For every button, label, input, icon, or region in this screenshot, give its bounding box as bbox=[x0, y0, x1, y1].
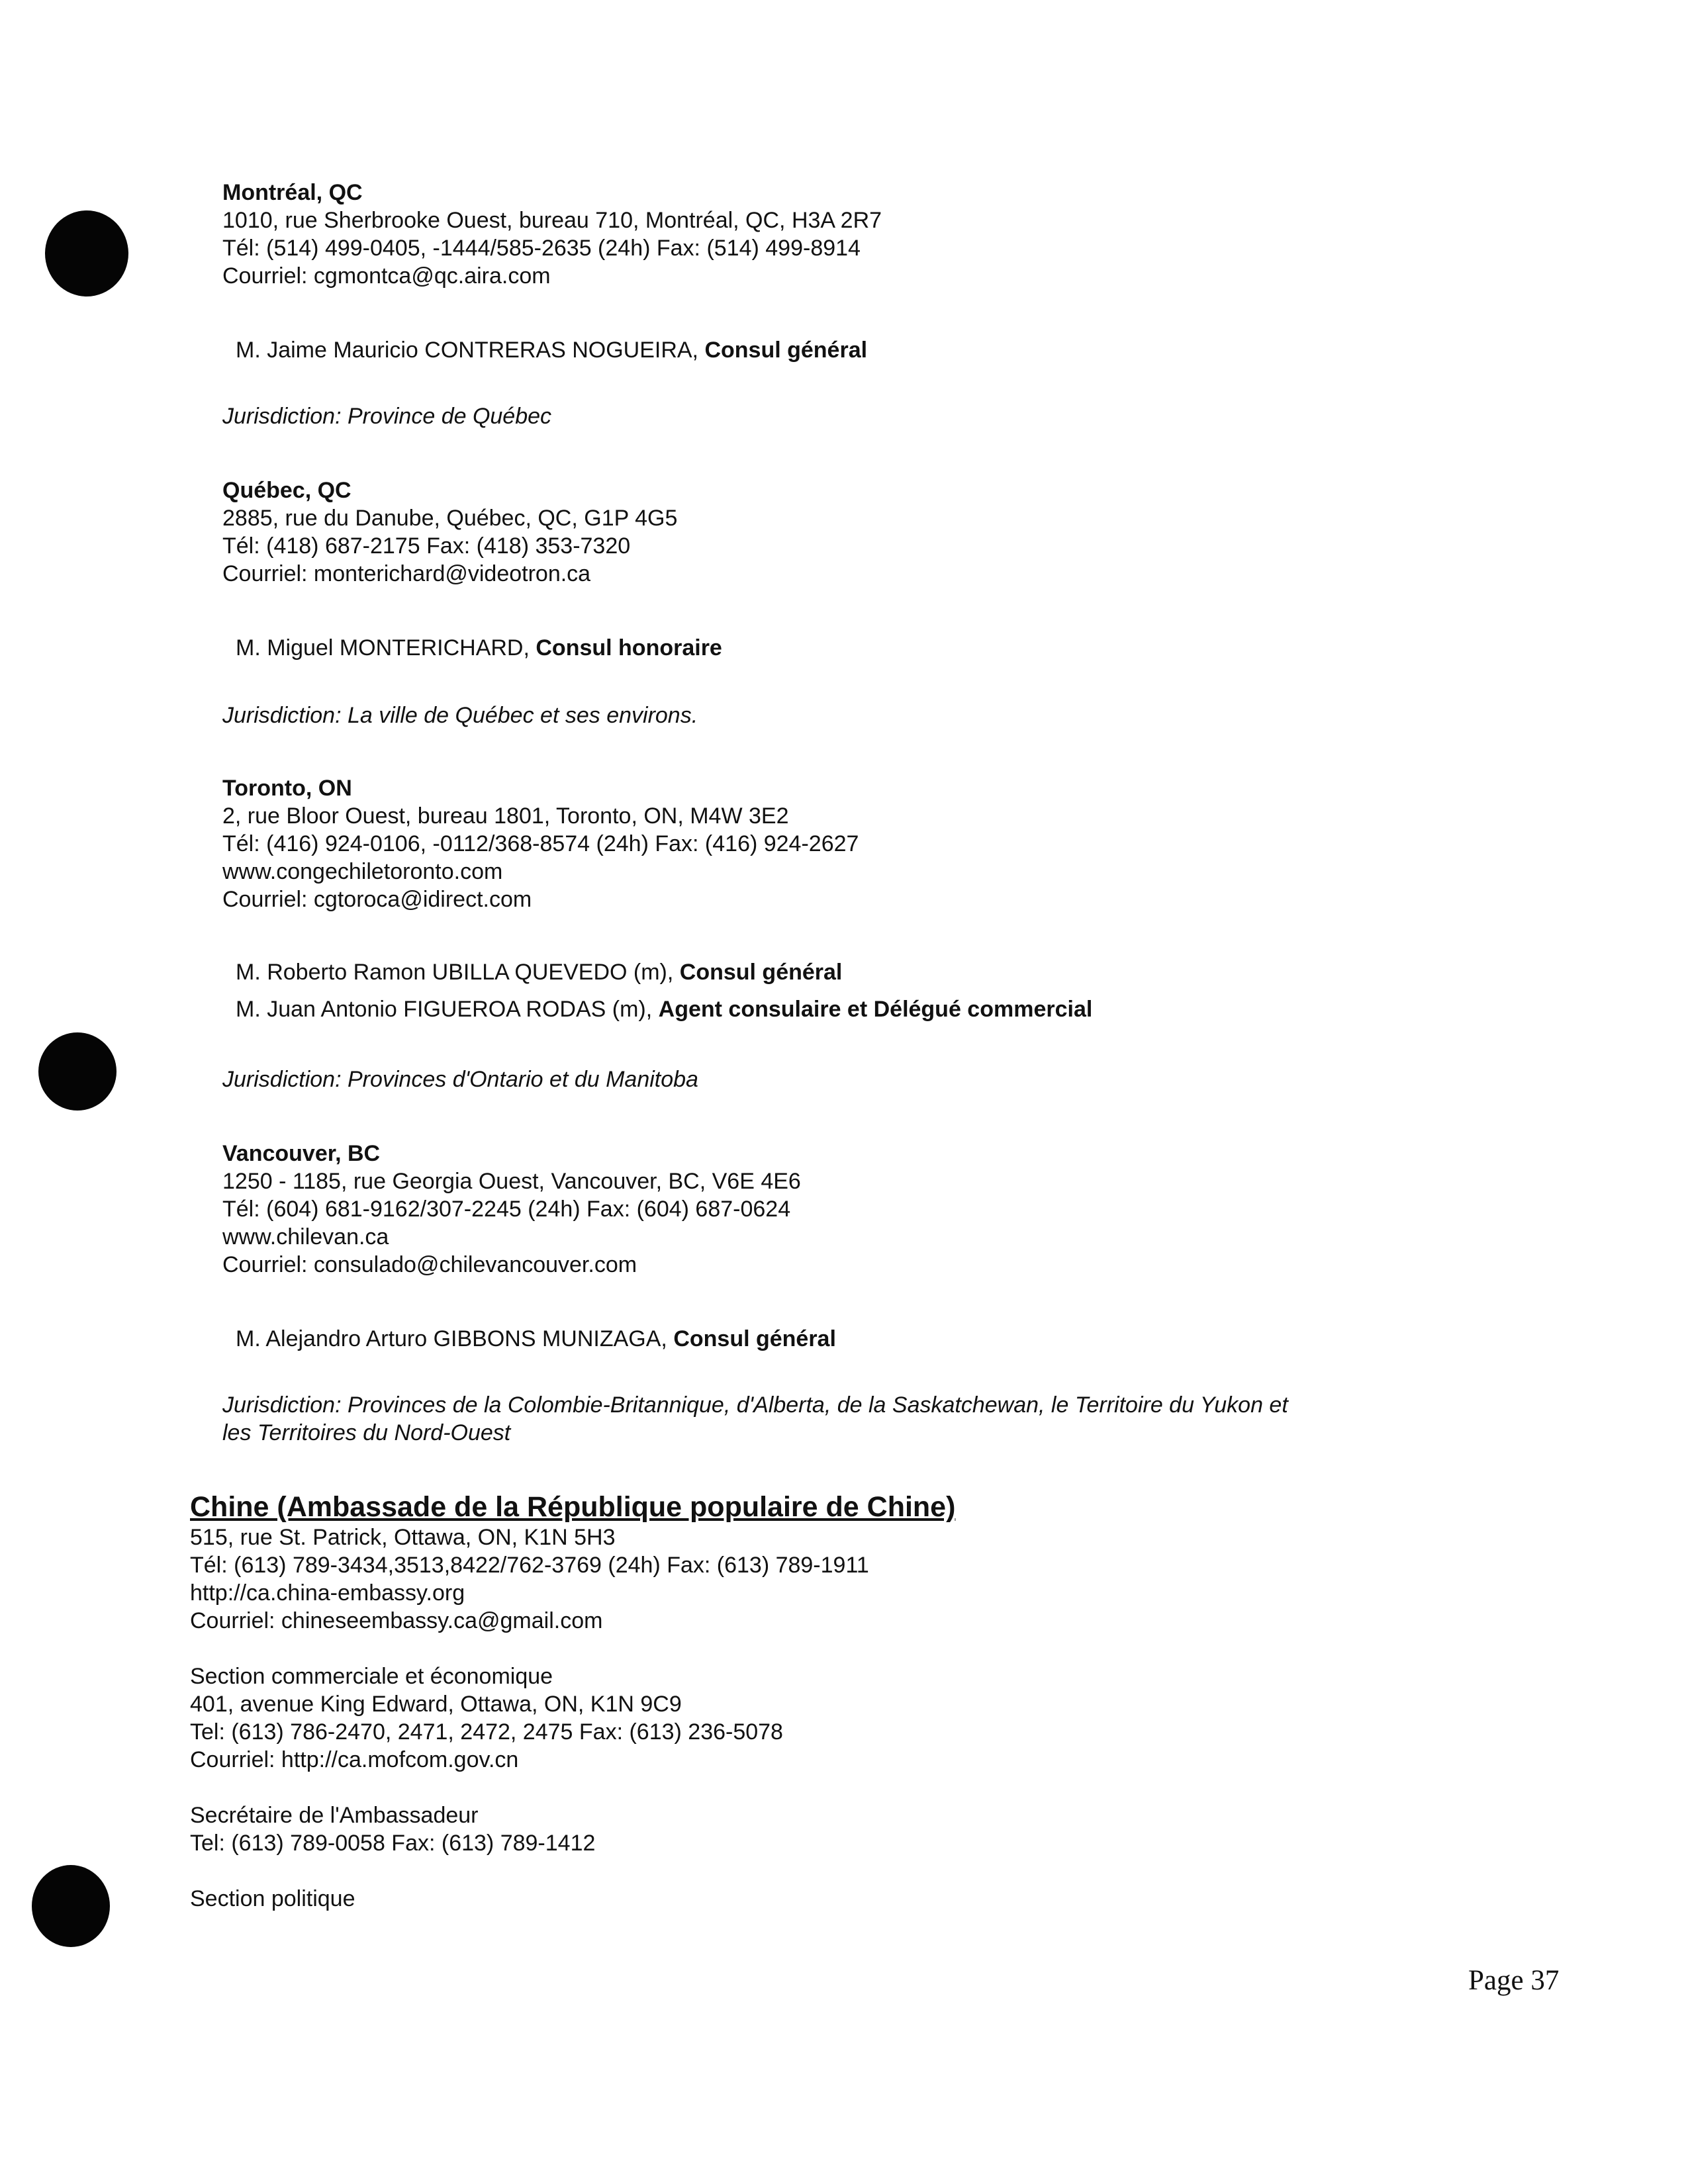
country-heading: Chine (Ambassade de la République populaire de Chine) bbox=[190, 1491, 956, 1523]
email: Courriel: consulado@chilevancouver.com bbox=[222, 1252, 637, 1277]
punch-hole-top bbox=[45, 210, 128, 296]
jurisdiction bbox=[222, 1391, 1288, 1419]
city-heading: Québec, QC bbox=[222, 478, 352, 503]
official-name: M. Juan Antonio FIGUEROA RODAS (m), bbox=[236, 997, 659, 1022]
official-name: M. Jaime Mauricio CONTRERAS NOGUEIRA, bbox=[236, 338, 705, 363]
official-title: Agent consulaire et Délégué commercial bbox=[658, 997, 1093, 1022]
official-title: Consul général bbox=[673, 1326, 836, 1351]
email: Courriel: cgtoroca@idirect.com bbox=[222, 887, 532, 912]
phone: Tél: (604) 681-9162/307-2245 (24h) Fax: (604) 687-0624 bbox=[222, 1197, 791, 1222]
website: http://ca.china-embassy.org bbox=[190, 1580, 465, 1606]
jurisdiction-label: Jurisdiction: bbox=[222, 404, 342, 429]
email: Courriel: cgmontca@qc.aira.com bbox=[222, 263, 551, 289]
city-heading: Toronto, ON bbox=[222, 776, 352, 801]
page-number: Page 37 bbox=[1468, 1965, 1560, 1996]
city-heading: Montréal, QC bbox=[222, 180, 363, 205]
jurisdiction-label: Jurisdiction: bbox=[222, 703, 342, 728]
official-title: Consul général bbox=[679, 960, 843, 985]
punch-hole-bottom bbox=[32, 1865, 110, 1947]
official-title: Consul honoraire bbox=[536, 635, 722, 660]
city-heading: Vancouver, BC bbox=[222, 1141, 381, 1166]
jurisdiction-text: Provinces de la Colombie-Britannique, d'Alberta, de la Saskatchewan, le Territoire du Yukon et bbox=[341, 1392, 1288, 1418]
commercial-email: Courriel: http://ca.mofcom.gov.cn bbox=[190, 1747, 519, 1772]
phone: Tél: (418) 687-2175 Fax: (418) 353-7320 bbox=[222, 533, 631, 559]
official-line bbox=[236, 634, 722, 662]
phone: Tél: (416) 924-0106, -0112/368-8574 (24h) Fax: (416) 924-2627 bbox=[222, 831, 859, 856]
punch-hole-middle bbox=[38, 1032, 117, 1111]
official-name: M. Roberto Ramon UBILLA QUEVEDO (m), bbox=[236, 960, 680, 985]
phone: Tél: (613) 789-3434,3513,8422/762-3769 (24h) Fax: (613) 789-1911 bbox=[190, 1553, 869, 1578]
secretary-title: Secrétaire de l'Ambassadeur bbox=[190, 1803, 479, 1828]
official-line bbox=[236, 1325, 836, 1353]
address: 2, rue Bloor Ouest, bureau 1801, Toronto, ON, M4W 3E2 bbox=[222, 803, 789, 829]
address: 2885, rue du Danube, Québec, QC, G1P 4G5 bbox=[222, 506, 678, 531]
political-section-title: Section politique bbox=[190, 1886, 355, 1911]
official-line bbox=[236, 336, 867, 364]
commercial-address: 401, avenue King Edward, Ottawa, ON, K1N 9C9 bbox=[190, 1692, 682, 1717]
website: www.congechiletoronto.com bbox=[222, 859, 503, 884]
email: Courriel: monterichard@videotron.ca bbox=[222, 561, 591, 586]
jurisdiction-text: Province de Québec bbox=[341, 404, 552, 429]
official-name: M. Miguel MONTERICHARD, bbox=[236, 635, 536, 660]
official-line bbox=[236, 958, 842, 986]
email: Courriel: chineseembassy.ca@gmail.com bbox=[190, 1608, 603, 1633]
jurisdiction-text: La ville de Québec et ses environs. bbox=[341, 703, 698, 728]
jurisdiction-label: Jurisdiction: bbox=[222, 1392, 342, 1418]
secretary-phone: Tel: (613) 789-0058 Fax: (613) 789-1412 bbox=[190, 1831, 596, 1856]
official-line bbox=[236, 995, 1092, 1023]
commercial-section-title: Section commerciale et économique bbox=[190, 1664, 553, 1689]
jurisdiction-continued: les Territoires du Nord-Ouest bbox=[222, 1420, 511, 1445]
address: 515, rue St. Patrick, Ottawa, ON, K1N 5H3 bbox=[190, 1525, 616, 1550]
jurisdiction-text: Provinces d'Ontario et du Manitoba bbox=[341, 1067, 698, 1092]
official-name: M. Alejandro Arturo GIBBONS MUNIZAGA, bbox=[236, 1326, 674, 1351]
address: 1010, rue Sherbrooke Ouest, bureau 710, Montréal, QC, H3A 2R7 bbox=[222, 208, 882, 233]
jurisdiction-label: Jurisdiction: bbox=[222, 1067, 342, 1092]
commercial-phone: Tel: (613) 786-2470, 2471, 2472, 2475 Fax: (613) 236-5078 bbox=[190, 1719, 783, 1745]
jurisdiction bbox=[222, 702, 698, 729]
website: www.chilevan.ca bbox=[222, 1224, 389, 1250]
address: 1250 - 1185, rue Georgia Ouest, Vancouver, BC, V6E 4E6 bbox=[222, 1169, 801, 1194]
official-title: Consul général bbox=[704, 338, 868, 363]
phone: Tél: (514) 499-0405, -1444/585-2635 (24h) Fax: (514) 499-8914 bbox=[222, 236, 861, 261]
jurisdiction bbox=[222, 1066, 698, 1093]
jurisdiction bbox=[222, 402, 551, 430]
